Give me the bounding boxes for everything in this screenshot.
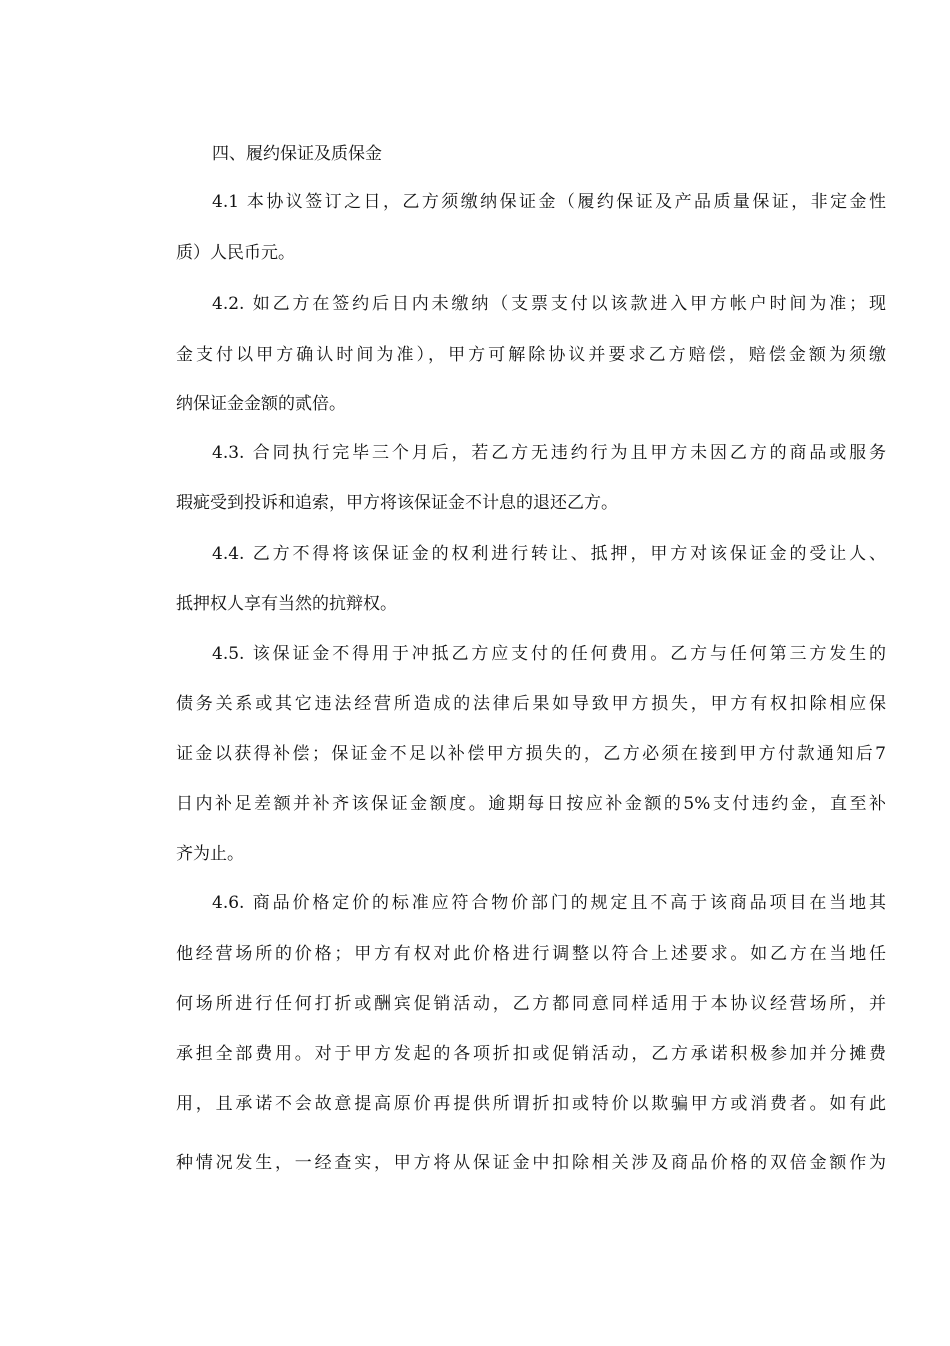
clause-line: 瑕疵受到投诉和追索，甲方将该保证金不计息的退还乙方。 (176, 493, 618, 513)
clause-line: 4.2. 如乙方在签约后日内未缴纳（支票支付以该款进入甲方帐户时间为准；现 (212, 294, 886, 314)
clause-line: 质）人民币元。 (176, 243, 295, 263)
clause-line: 齐为止。 (176, 844, 244, 864)
clause-line: 种情况发生，一经查实，甲方将从保证金中扣除相关涉及商品价格的双倍金额作为 (176, 1153, 886, 1173)
clause-line: 日内补足差额并补齐该保证金额度。逾期每日按应补金额的5%支付违约金，直至补 (176, 794, 886, 814)
clause-line: 4.4. 乙方不得将该保证金的权利进行转让、抵押，甲方对该保证金的受让人、 (212, 544, 886, 564)
clause-line: 4.1 本协议签订之日，乙方须缴纳保证金（履约保证及产品质量保证，非定金性 (212, 192, 886, 212)
clause-line: 4.6. 商品价格定价的标准应符合物价部门的规定且不高于该商品项目在当地其 (212, 893, 886, 913)
clause-line: 纳保证金金额的贰倍。 (176, 394, 346, 414)
clause-line: 承担全部费用。对于甲方发起的各项折扣或促销活动，乙方承诺积极参加并分摊费 (176, 1044, 886, 1064)
clause-line: 证金以获得补偿；保证金不足以补偿甲方损失的，乙方必须在接到甲方付款通知后7 (176, 744, 886, 764)
clause-line: 债务关系或其它违法经营所造成的法律后果如导致甲方损失，甲方有权扣除相应保 (176, 694, 886, 714)
clause-line: 他经营场所的价格；甲方有权对此价格进行调整以符合上述要求。如乙方在当地任 (176, 944, 886, 964)
clause-line: 4.3. 合同执行完毕三个月后，若乙方无违约行为且甲方未因乙方的商品或服务 (212, 443, 886, 463)
section-heading: 四、履约保证及质保金 (212, 144, 382, 164)
clause-line: 何场所进行任何打折或酬宾促销活动，乙方都同意同样适用于本协议经营场所，并 (176, 994, 886, 1014)
clause-line: 抵押权人享有当然的抗辩权。 (176, 594, 397, 614)
clause-line: 4.5. 该保证金不得用于冲抵乙方应支付的任何费用。乙方与任何第三方发生的 (212, 644, 886, 664)
clause-line: 用，且承诺不会故意提高原价再提供所谓折扣或特价以欺骗甲方或消费者。如有此 (176, 1094, 886, 1114)
clause-line: 金支付以甲方确认时间为准），甲方可解除协议并要求乙方赔偿，赔偿金额为须缴 (176, 345, 886, 365)
